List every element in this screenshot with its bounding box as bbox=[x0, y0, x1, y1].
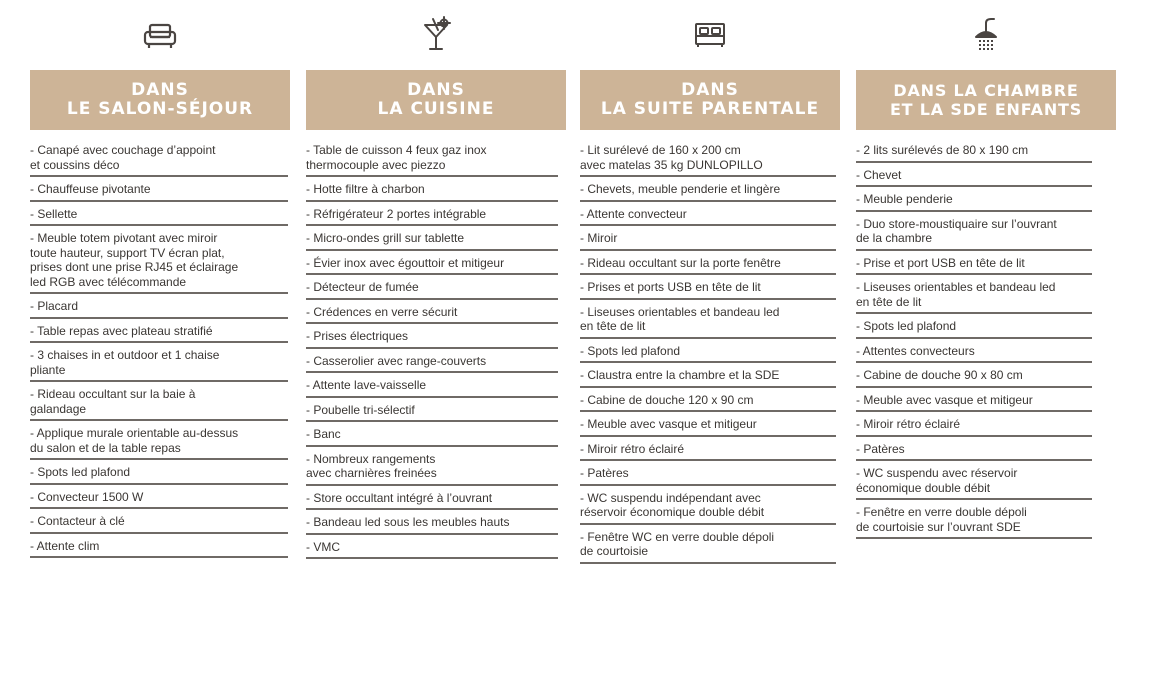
list-item: - Convecteur 1500 W bbox=[30, 485, 288, 510]
equipment-list bbox=[30, 130, 290, 558]
list-item: - Attentes convecteurs bbox=[856, 339, 1092, 364]
list-item: - Rideau occultant sur la porte fenêtre bbox=[580, 251, 836, 276]
list-item: - Cabine de douche 120 x 90 cm bbox=[580, 388, 836, 413]
list-item: - Patères bbox=[856, 437, 1092, 462]
section-title-line2: LA SUITE PARENTALE bbox=[600, 99, 820, 119]
section-header bbox=[856, 70, 1116, 130]
list-item: - Détecteur de fumée bbox=[306, 275, 558, 300]
shower-icon bbox=[856, 0, 1116, 70]
list-item: - Sellette bbox=[30, 202, 288, 227]
list-item: - WC suspendu avec réservoir économique double débit bbox=[856, 461, 1092, 500]
list-item: - Meuble avec vasque et mitigeur bbox=[580, 412, 836, 437]
section-header bbox=[580, 70, 840, 130]
list-item: - Fenêtre en verre double dépoli de courtoisie sur l’ouvrant SDE bbox=[856, 500, 1092, 539]
list-item: - Meuble penderie bbox=[856, 187, 1092, 212]
list-item: - Cabine de douche 90 x 80 cm bbox=[856, 363, 1092, 388]
list-item: - Crédences en verre sécurit bbox=[306, 300, 558, 325]
list-item: - Lit surélevé de 160 x 200 cm avec matelas 35 kg DUNLOPILLO bbox=[580, 138, 836, 177]
equipment-list bbox=[306, 130, 566, 559]
list-item: - Poubelle tri-sélectif bbox=[306, 398, 558, 423]
list-item: - Spots led plafond bbox=[856, 314, 1092, 339]
list-item: - Rideau occultant sur la baie à galandage bbox=[30, 382, 288, 421]
section-title-line1: DANS bbox=[681, 80, 739, 100]
list-item: - Prises électriques bbox=[306, 324, 558, 349]
list-item: - Nombreux rangements avec charnières freinées bbox=[306, 447, 558, 486]
list-item: - Store occultant intégré à l’ouvrant bbox=[306, 486, 558, 511]
list-item: - Liseuses orientables et bandeau led en tête de lit bbox=[856, 275, 1092, 314]
list-item: - Réfrigérateur 2 portes intégrable bbox=[306, 202, 558, 227]
section-title-line2: LE SALON-SÉJOUR bbox=[66, 99, 254, 119]
list-item: - Table repas avec plateau stratifié bbox=[30, 319, 288, 344]
list-item: - Chauffeuse pivotante bbox=[30, 177, 288, 202]
section-title-line2: ET LA SDE ENFANTS bbox=[889, 100, 1083, 119]
list-item: - Attente lave-vaisselle bbox=[306, 373, 558, 398]
list-item: - Canapé avec couchage d’appoint et coussins déco bbox=[30, 138, 288, 177]
list-item: - Placard bbox=[30, 294, 288, 319]
section-title-line1: DANS bbox=[407, 80, 465, 100]
list-item: - VMC bbox=[306, 535, 558, 560]
list-item: - Chevets, meuble penderie et lingère bbox=[580, 177, 836, 202]
section-title-line2: LA CUISINE bbox=[377, 99, 495, 119]
column-suite-parentale bbox=[580, 0, 840, 564]
section-title-line1: DANS bbox=[131, 80, 189, 100]
list-item: - Micro-ondes grill sur tablette bbox=[306, 226, 558, 251]
list-item: - Casserolier avec range-couverts bbox=[306, 349, 558, 374]
list-item: - 3 chaises in et outdoor et 1 chaise pliante bbox=[30, 343, 288, 382]
list-item: - Liseuses orientables et bandeau led en tête de lit bbox=[580, 300, 836, 339]
list-item: - Duo store-moustiquaire sur l’ouvrant de la chambre bbox=[856, 212, 1092, 251]
list-item: - Meuble totem pivotant avec miroir toute hauteur, support TV écran plat, prises dont une prise RJ45 et éclairage led RGB avec télécommande bbox=[30, 226, 288, 294]
list-item: - Spots led plafond bbox=[30, 460, 288, 485]
list-item: - Fenêtre WC en verre double dépoli de courtoisie bbox=[580, 525, 836, 564]
list-item: - Chevet bbox=[856, 163, 1092, 188]
cocktail-glass-icon bbox=[306, 0, 566, 70]
list-item: - Claustra entre la chambre et la SDE bbox=[580, 363, 836, 388]
list-item: - Hotte filtre à charbon bbox=[306, 177, 558, 202]
section-header bbox=[30, 70, 290, 130]
list-item: - Attente clim bbox=[30, 534, 288, 559]
sofa-icon bbox=[30, 0, 290, 70]
list-item: - Meuble avec vasque et mitigeur bbox=[856, 388, 1092, 413]
column-cuisine bbox=[306, 0, 566, 559]
list-item: - Spots led plafond bbox=[580, 339, 836, 364]
list-item: - Attente convecteur bbox=[580, 202, 836, 227]
list-item: - Évier inox avec égouttoir et mitigeur bbox=[306, 251, 558, 276]
list-item: - 2 lits surélevés de 80 x 190 cm bbox=[856, 138, 1092, 163]
section-title-line1: DANS LA CHAMBRE bbox=[893, 81, 1079, 100]
list-item: - Banc bbox=[306, 422, 558, 447]
list-item: - Prise et port USB en tête de lit bbox=[856, 251, 1092, 276]
list-item: - WC suspendu indépendant avec réservoir économique double débit bbox=[580, 486, 836, 525]
double-bed-icon bbox=[580, 0, 840, 70]
equipment-list bbox=[580, 130, 840, 564]
equipment-list bbox=[856, 130, 1116, 539]
list-item: - Prises et ports USB en tête de lit bbox=[580, 275, 836, 300]
list-item: - Miroir bbox=[580, 226, 836, 251]
list-item: - Bandeau led sous les meubles hauts bbox=[306, 510, 558, 535]
list-item: - Miroir rétro éclairé bbox=[856, 412, 1092, 437]
list-item: - Applique murale orientable au-dessus du salon et de la table repas bbox=[30, 421, 288, 460]
section-header bbox=[306, 70, 566, 130]
list-item: - Contacteur à clé bbox=[30, 509, 288, 534]
list-item: - Miroir rétro éclairé bbox=[580, 437, 836, 462]
list-item: - Table de cuisson 4 feux gaz inox thermocouple avec piezzo bbox=[306, 138, 558, 177]
column-chambre-sde-enfants bbox=[856, 0, 1116, 539]
list-item: - Patères bbox=[580, 461, 836, 486]
column-salon-sejour bbox=[30, 0, 290, 558]
